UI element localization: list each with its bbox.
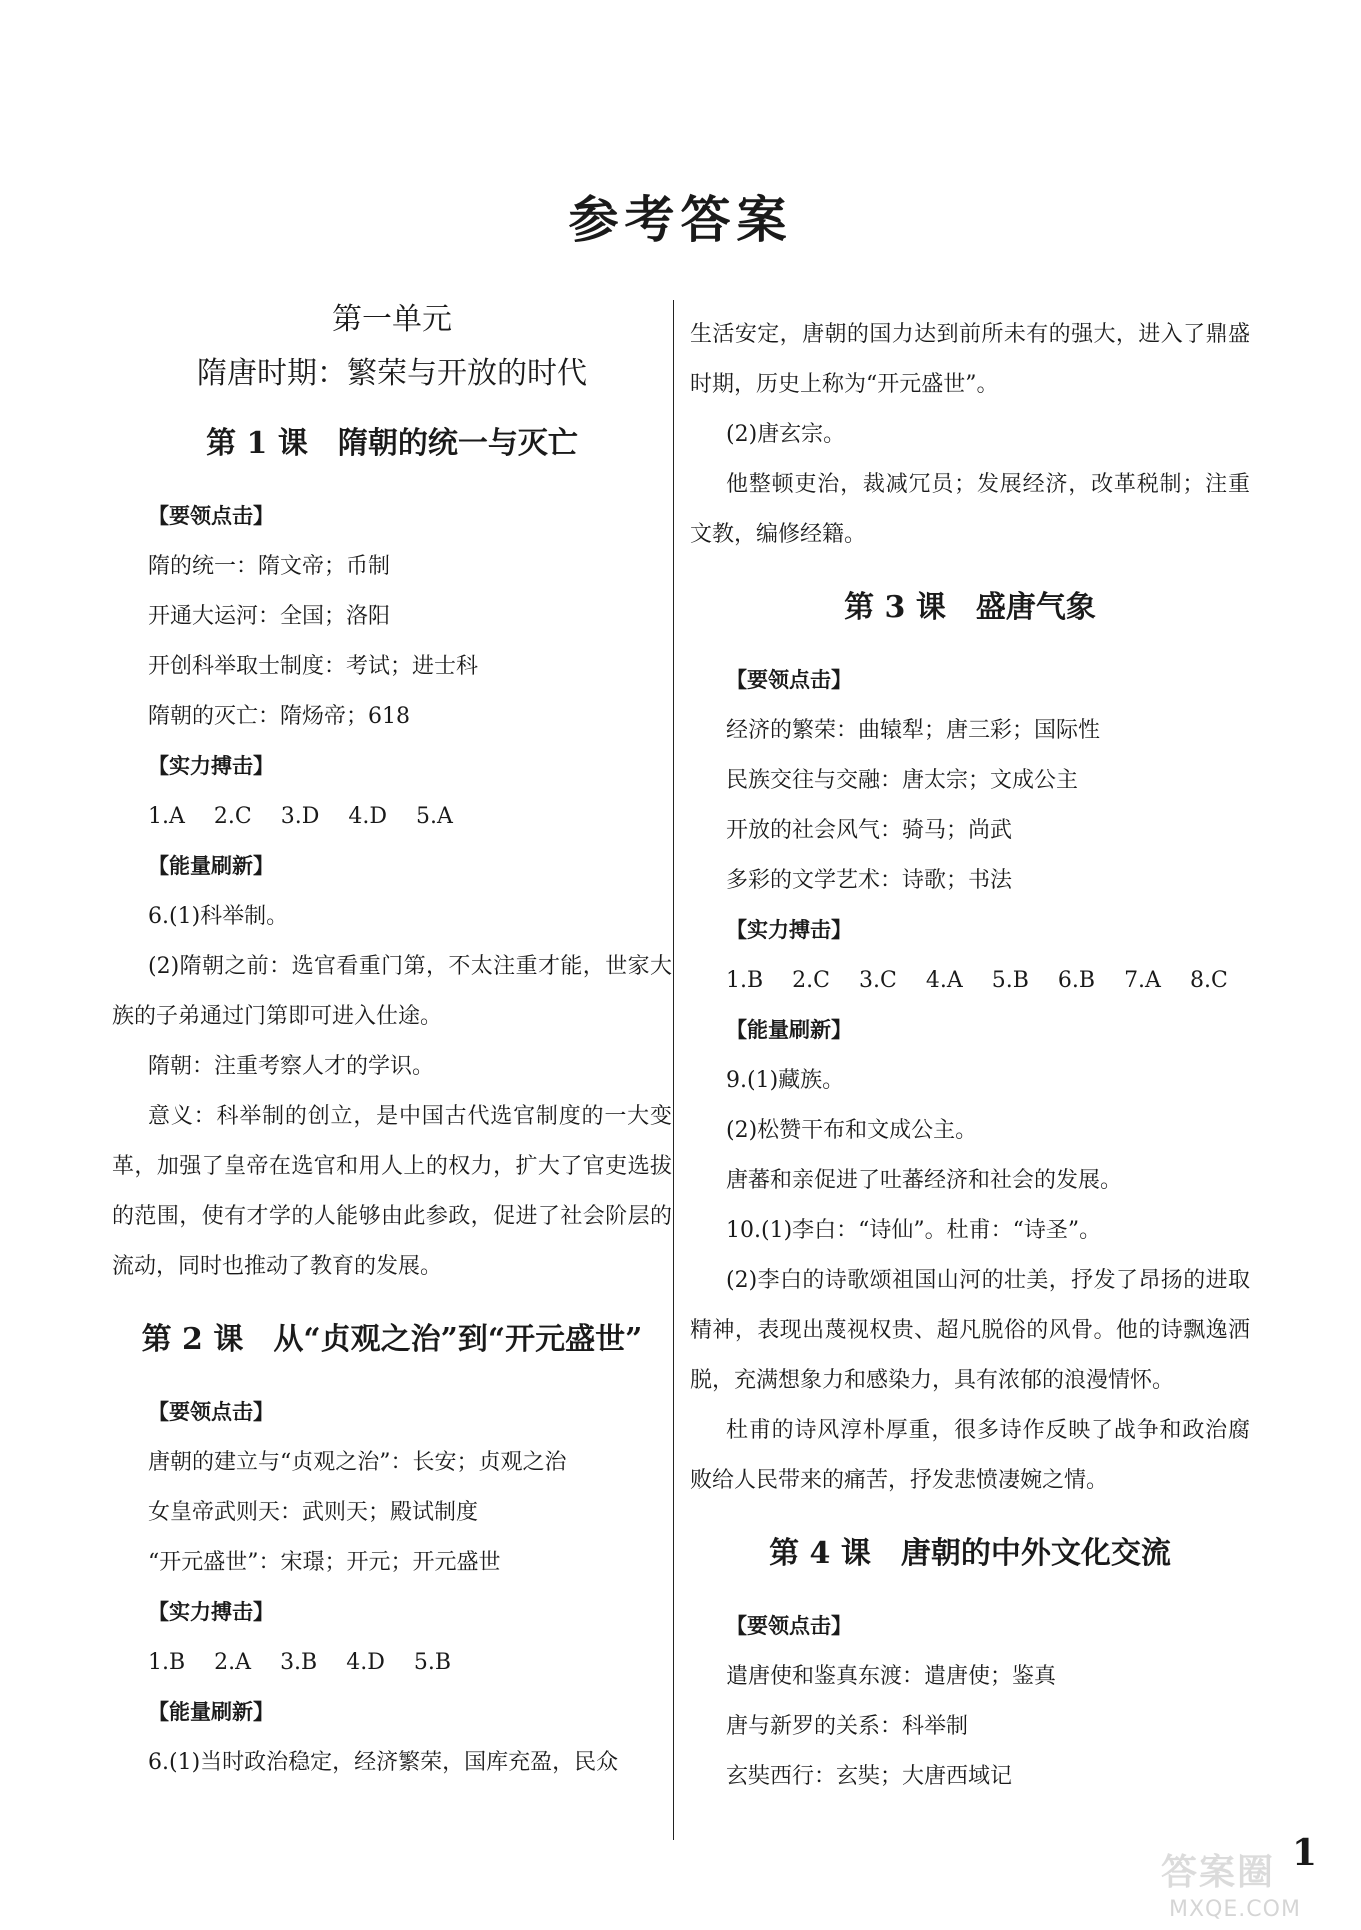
answer-paragraph: 6.(1)科举制。 [148, 904, 289, 929]
answer-paragraph: (2)隋朝之前：选官看重门第，不太注重才能，世家大族的子弟通过门第即可进入仕途。 [112, 954, 672, 1029]
right-column [690, 310, 1250, 1802]
answer-paragraph: 隋朝：注重考察人才的学识。 [148, 1054, 435, 1079]
page-number: 1 [1291, 1832, 1317, 1874]
lesson-1-title: 第 1 课 隋朝的统一与灭亡 [206, 426, 578, 461]
answer-paragraph: 杜甫的诗风淳朴厚重，很多诗作反映了战争和政治腐败给人民带来的痛苦，抒发悲愤凄婉之情。 [690, 1418, 1250, 1493]
choice-answer: 1.A [148, 804, 185, 829]
watermark-brand: 答案圈 [1161, 1852, 1276, 1893]
key-point: 经济的繁荣：曲辕犁；唐三彩；国际性 [726, 718, 1101, 743]
answer-paragraph: (2)松赞干布和文成公主。 [726, 1118, 978, 1143]
answer-paragraph: (2)唐玄宗。 [726, 422, 846, 447]
answer-paragraph: (2)李白的诗歌颂祖国山河的壮美，抒发了昂扬的进取精神，表现出蔑视权贵、超凡脱俗的风骨。他的诗飘逸洒脱，充满想象力和感染力，具有浓郁的浪漫情怀。 [690, 1268, 1250, 1393]
key-point: 女皇帝武则天：武则天；殿试制度 [148, 1500, 479, 1525]
key-point: 遣唐使和鉴真东渡：遣唐使；鉴真 [726, 1664, 1057, 1689]
key-points-label: 【要领点击】 [148, 504, 274, 528]
watermark-logo [1161, 1844, 1351, 1922]
answer-paragraph: 10.(1)李白：“诗仙”。杜甫：“诗圣”。 [726, 1218, 1102, 1243]
left-column [112, 298, 672, 1788]
choice-answer: 4.D [348, 804, 387, 829]
choice-answer: 3.C [859, 968, 897, 993]
key-point: 隋朝的灭亡：隋炀帝；618 [148, 704, 410, 729]
choice-answer: 4.A [925, 968, 963, 993]
lesson-4-title: 第 4 课 唐朝的中外文化交流 [769, 1536, 1171, 1571]
unit-title: 第一单元 [332, 302, 452, 337]
choice-answer: 5.B [991, 968, 1029, 993]
key-point: 多彩的文学艺术：诗歌；书法 [726, 868, 1013, 893]
choice-answer: 8.C [1189, 968, 1228, 993]
choice-answer: 1.B [148, 1650, 186, 1675]
choice-answers [690, 956, 1250, 1006]
ability-label: 【能量刷新】 [148, 1700, 274, 1724]
answer-paragraph: 意义：科举制的创立，是中国古代选官制度的一大变革，加强了皇帝在选官和用人上的权力，扩大了官吏选拔的范围，使有才学的人能够由此参政，促进了社会阶层的流动，同时也推动了教育的发展。 [112, 1104, 672, 1279]
answer-paragraph: 他整顿吏治，裁减冗员；发展经济，改革税制；注重文教，编修经籍。 [690, 472, 1250, 547]
choice-label: 【实力搏击】 [148, 1600, 274, 1624]
answer-paragraph: 唐蕃和亲促进了吐蕃经济和社会的发展。 [726, 1168, 1123, 1193]
key-point: 玄奘西行：玄奘；大唐西域记 [726, 1764, 1013, 1789]
choice-label: 【实力搏击】 [148, 754, 274, 778]
key-point: 隋的统一：隋文帝；币制 [148, 554, 391, 579]
choice-answer: 3.D [280, 804, 320, 829]
answer-paragraph: 9.(1)藏族。 [726, 1068, 845, 1093]
key-points-label: 【要领点击】 [726, 668, 852, 692]
choice-answer: 5.B [413, 1650, 452, 1675]
key-point: 唐朝的建立与“贞观之治”：长安；贞观之治 [148, 1450, 567, 1475]
key-point: 开创科举取士制度：考试；进士科 [148, 654, 479, 679]
choice-answers [112, 1638, 672, 1688]
watermark-site: MXQE.COM [1169, 1897, 1301, 1922]
choice-answer: 5.A [416, 804, 453, 829]
column-divider [673, 300, 674, 1840]
choice-answer: 1.B [726, 968, 764, 993]
lesson-2-title: 第 2 课 从“贞观之治”到“开元盛世” [141, 1322, 643, 1357]
unit-subtitle: 隋唐时期：繁荣与开放的时代 [197, 356, 587, 391]
answer-paragraph: 6.(1)当时政治稳定，经济繁荣，国库充盈，民众 [148, 1750, 619, 1775]
key-point: 唐与新罗的关系：科举制 [726, 1714, 969, 1739]
key-point: 开通大运河：全国；洛阳 [148, 604, 391, 629]
choice-label: 【实力搏击】 [726, 918, 852, 942]
choice-answer: 7.A [1124, 968, 1161, 993]
choice-answer: 2.A [214, 1650, 252, 1675]
ability-label: 【能量刷新】 [726, 1018, 852, 1042]
key-point: 民族交往与交融：唐太宗；文成公主 [726, 768, 1079, 793]
answer-paragraph: 生活安定，唐朝的国力达到前所未有的强大，进入了鼎盛时期，历史上称为“开元盛世”。 [690, 322, 1250, 397]
page-title: 参考答案 [568, 190, 793, 249]
choice-answer: 4.D [346, 1650, 385, 1675]
choice-answer: 6.B [1057, 968, 1096, 993]
key-points-label: 【要领点击】 [726, 1614, 852, 1638]
key-points-label: 【要领点击】 [148, 1400, 274, 1424]
choice-answer: 2.C [792, 968, 830, 993]
choice-answer: 2.C [213, 804, 252, 829]
ability-label: 【能量刷新】 [148, 854, 274, 878]
choice-answer: 3.B [280, 1650, 318, 1675]
lesson-3-title: 第 3 课 盛唐气象 [844, 590, 1096, 625]
key-point: “开元盛世”：宋璟；开元；开元盛世 [148, 1550, 501, 1575]
choice-answers [112, 792, 672, 842]
key-point: 开放的社会风气：骑马；尚武 [726, 818, 1013, 843]
